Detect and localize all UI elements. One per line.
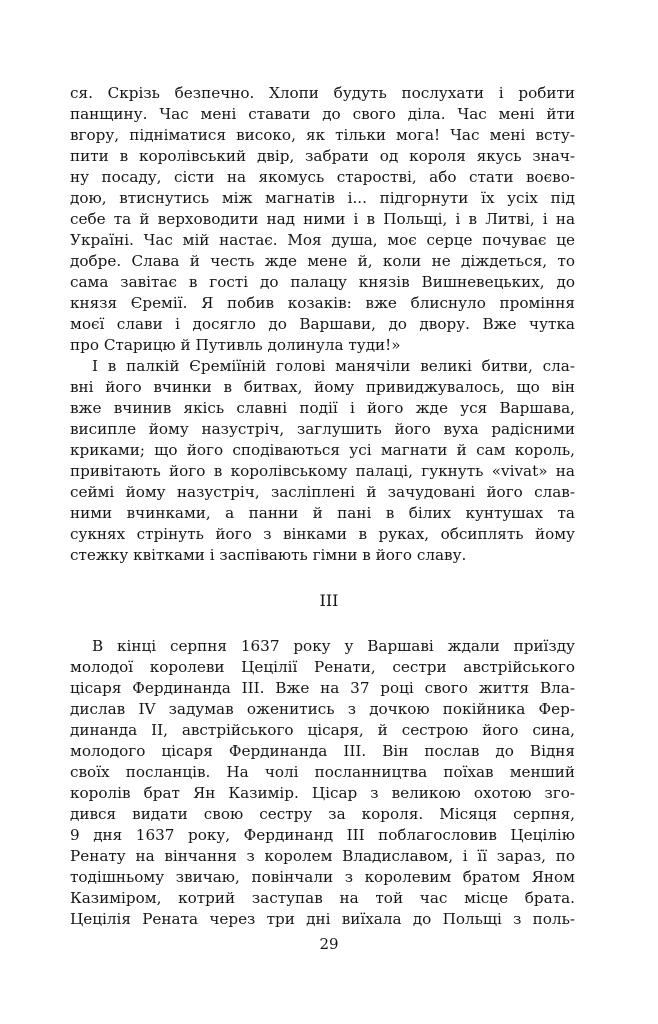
- text-line: В кінці серпня 1637 року у Варшаві ждали приїзду: [92, 637, 575, 655]
- text-line: ними вчинками, а панни й пані в білих кунтушах та: [70, 504, 575, 522]
- text-line: добре. Слава й честь жде мене й, коли не діждеться, то: [70, 252, 575, 270]
- text-line: дився видати свою сестру за короля. Місяця серпня,: [70, 805, 575, 823]
- text-line: стежку квітками і заспівають гімни в його славу.: [70, 546, 467, 564]
- text-line: сама завітає в гості до палацу князів Вишневецьких, до: [70, 273, 575, 291]
- text-line: ну посаду, сісти на якомусь старостві, або стати воєво-: [70, 168, 575, 186]
- text-line: про Старицю й Путивль долинула туди!»: [70, 336, 401, 354]
- text-line: своїх посланців. На чолі посланництва поїхав менший: [70, 763, 575, 781]
- text-line: королів брат Ян Казимір. Цісар з великою охотою зго-: [70, 784, 575, 802]
- text-line: молодої королеви Цецілії Ренати, сестри австрійського: [70, 658, 575, 676]
- text-line: Казиміром, котрий заступав на той час місце брата.: [70, 889, 575, 907]
- text-line: вгору, підніматися високо, як тільки мога! Час мені всту-: [70, 126, 575, 144]
- text-line: Цецілія Рената через три дні виїхала до Польщі з поль-: [70, 910, 575, 928]
- text-line: динанда II, австрійського цісаря, й сестрою його сина,: [70, 721, 575, 739]
- text-line: молодого цісаря Фердинанда III. Він послав до Відня: [70, 742, 575, 760]
- section-heading: III: [319, 591, 339, 610]
- text-line: тодішньому звичаю, повінчали з королевим братом Яном: [70, 868, 575, 886]
- text-line: сеймі йому назустріч, засліплені й зачудовані його слав-: [70, 483, 575, 501]
- text-line: висипле йому назустріч, заглушить його вуха радісними: [70, 420, 575, 438]
- text-line: князя Єремії. Я побив козаків: вже блиснуло проміння: [70, 294, 575, 312]
- text-line: вні його вчинки в битвах, йому привиджувалось, що він: [70, 378, 575, 396]
- text-line: криками; що його сподіваються усі магнати й сам король,: [70, 441, 575, 459]
- text-line: пити в королівський двір, забрати од короля якусь знач-: [70, 147, 575, 165]
- text-line: Ренату на вінчання з королем Владиславом, і її зараз, по: [70, 847, 575, 865]
- text-line: 9 дня 1637 року, Фердинанд III поблагословив Цецілію: [70, 826, 575, 844]
- text-line: дою, втиснутись між магнатів і... підгорнути їх усіх під: [70, 189, 575, 207]
- text-line: ся. Скрізь безпечно. Хлопи будуть послухати і робити: [70, 84, 575, 102]
- text-line: себе та й верховодити над ними і в Польщі, і в Литві, і на: [70, 210, 575, 228]
- text-line: привітають його в королівському палаці, гукнуть «vivat» на: [70, 462, 575, 480]
- text-line: І в палкій Єреміїній голові манячіли великі битви, сла-: [92, 357, 575, 375]
- text-line: цісаря Фердинанда III. Вже на 37 році свого життя Вла-: [70, 679, 575, 697]
- text-line: вже вчинив якісь славні події і його жде уся Варшава,: [70, 399, 575, 417]
- text-line: Україні. Час мій настає. Моя душа, моє серце почуває це: [70, 231, 575, 249]
- text-line: моєї слави і досягло до Варшави, до двору. Вже чутка: [70, 315, 575, 333]
- text-line: сукнях стрінуть його з вінками в руках, обсиплять йому: [70, 525, 575, 543]
- text-line: дислав IV задумав оженитись з дочкою покійника Фер-: [70, 700, 575, 718]
- text-line: панщину. Час мені ставати до свого діла. Час мені йти: [70, 105, 575, 123]
- page-number: 29: [319, 935, 339, 953]
